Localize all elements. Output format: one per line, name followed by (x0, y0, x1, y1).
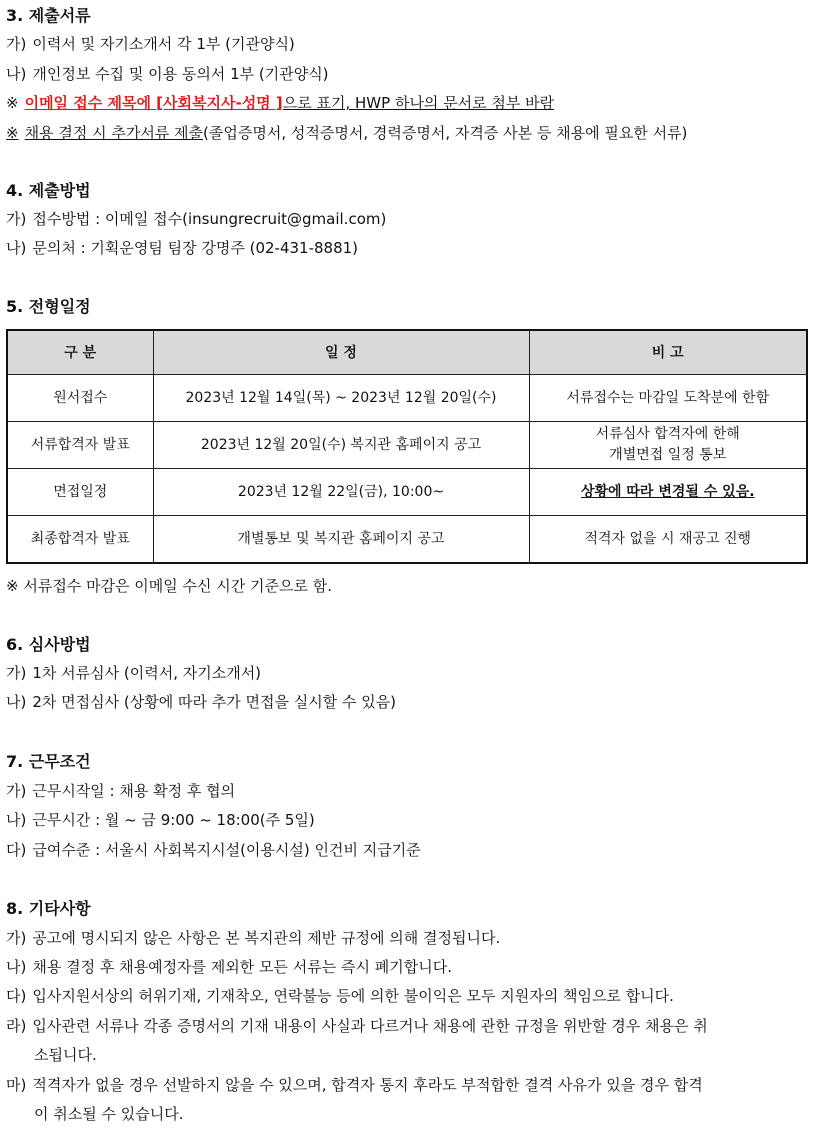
table-cell: 원서접수 (7, 375, 153, 422)
section-title: 5. 전형일정 (6, 297, 91, 316)
list-item: 나) 2차 면접심사 (상황에 따라 추가 면접을 실시할 수 있음) (6, 693, 397, 711)
list-item: 가) 근무시작일 : 채용 확정 후 협의 (6, 782, 236, 800)
section-title: 6. 심사방법 (6, 635, 91, 654)
list-item: 다) 급여수준 : 서울시 사회복지시설(이용시설) 인건비 지급기준 (6, 841, 421, 859)
list-item: 가) 공고에 명시되지 않은 사항은 본 복지관의 제반 규정에 의해 결정됩니다. (6, 929, 501, 947)
list-item: 나) 개인정보 수집 및 이용 동의서 1부 (기관양식) (6, 65, 329, 83)
table-row (7, 422, 807, 469)
schedule-table (6, 329, 808, 564)
section-title: 3. 제출서류 (6, 6, 91, 25)
table-row (7, 516, 807, 564)
list-item: 가) 접수방법 : 이메일 접수(insungrecruit@gmail.com) (6, 210, 387, 228)
table-cell: 2023년 12월 22일(금), 10:00~ (153, 469, 529, 516)
list-item: 마) 적격자가 없을 경우 선발하지 않을 수 있으며, 합격자 통지 후라도 부적합한 결격 사유가 있을 경우 합격 (6, 1076, 703, 1094)
table-cell: 상황에 따라 변경될 수 있음. (529, 469, 807, 516)
table-cell: 서류접수는 마감일 도착분에 한함 (529, 375, 807, 422)
table-cell: 면접일정 (7, 469, 153, 516)
column-header: 일 정 (153, 330, 529, 375)
table-cell: 적격자 없을 시 재공고 진행 (529, 516, 807, 564)
list-item: 라) 입사관련 서류나 각종 증명서의 기재 내용이 사실과 다르거나 채용에 관한 규정을 위반할 경우 채용은 취 (6, 1017, 708, 1035)
table-cell: 개별통보 및 복지관 홈페이지 공고 (153, 516, 529, 564)
table-cell: 2023년 12월 20일(수) 복지관 홈페이지 공고 (153, 422, 529, 469)
list-item: 가) 1차 서류심사 (이력서, 자기소개서) (6, 664, 262, 682)
note-additional-docs: ※ 채용 결정 시 추가서류 제출(졸업증명서, 성적증명서, 경력증명서, 자격증 사본 등 채용에 필요한 서류) (6, 124, 688, 142)
section-title: 7. 근무조건 (6, 752, 91, 771)
note-email-subject: ※ 이메일 접수 제목에 [사회복지사-성명 ]으로 표기, HWP 하나의 문서로 첨부 바람 (6, 94, 555, 112)
table-cell: 서류심사 합격자에 한해 개별면접 일정 통보 (529, 422, 807, 469)
list-item: 나) 근무시간 : 월 ~ 금 9:00 ~ 18:00(주 5일) (6, 811, 315, 829)
list-item-continuation: 이 취소될 수 있습니다. (34, 1105, 184, 1123)
table-header-row (7, 330, 807, 375)
list-item: 나) 채용 결정 후 채용예정자를 제외한 모든 서류는 즉시 폐기합니다. (6, 958, 452, 976)
list-item: 나) 문의처 : 기획운영팀 팀장 강명주 (02-431-8881) (6, 239, 359, 257)
column-header: 비 고 (529, 330, 807, 375)
list-item: 다) 입사지원서상의 허위기재, 기재착오, 연락불능 등에 의한 불이익은 모두 지원자의 책임으로 합니다. (6, 987, 674, 1005)
column-header: 구 분 (7, 330, 153, 375)
table-row (7, 375, 807, 422)
list-item-continuation: 소됩니다. (34, 1046, 97, 1064)
section-title: 4. 제출방법 (6, 181, 91, 200)
table-row (7, 469, 807, 516)
list-item: 가) 이력서 및 자기소개서 각 1부 (기관양식) (6, 35, 295, 53)
table-cell: 서류합격자 발표 (7, 422, 153, 469)
schedule-note: ※ 서류접수 마감은 이메일 수신 시간 기준으로 함. (6, 577, 333, 595)
table-cell: 최종합격자 발표 (7, 516, 153, 564)
table-cell: 2023년 12월 14일(목) ~ 2023년 12월 20일(수) (153, 375, 529, 422)
section-title: 8. 기타사항 (6, 899, 91, 918)
